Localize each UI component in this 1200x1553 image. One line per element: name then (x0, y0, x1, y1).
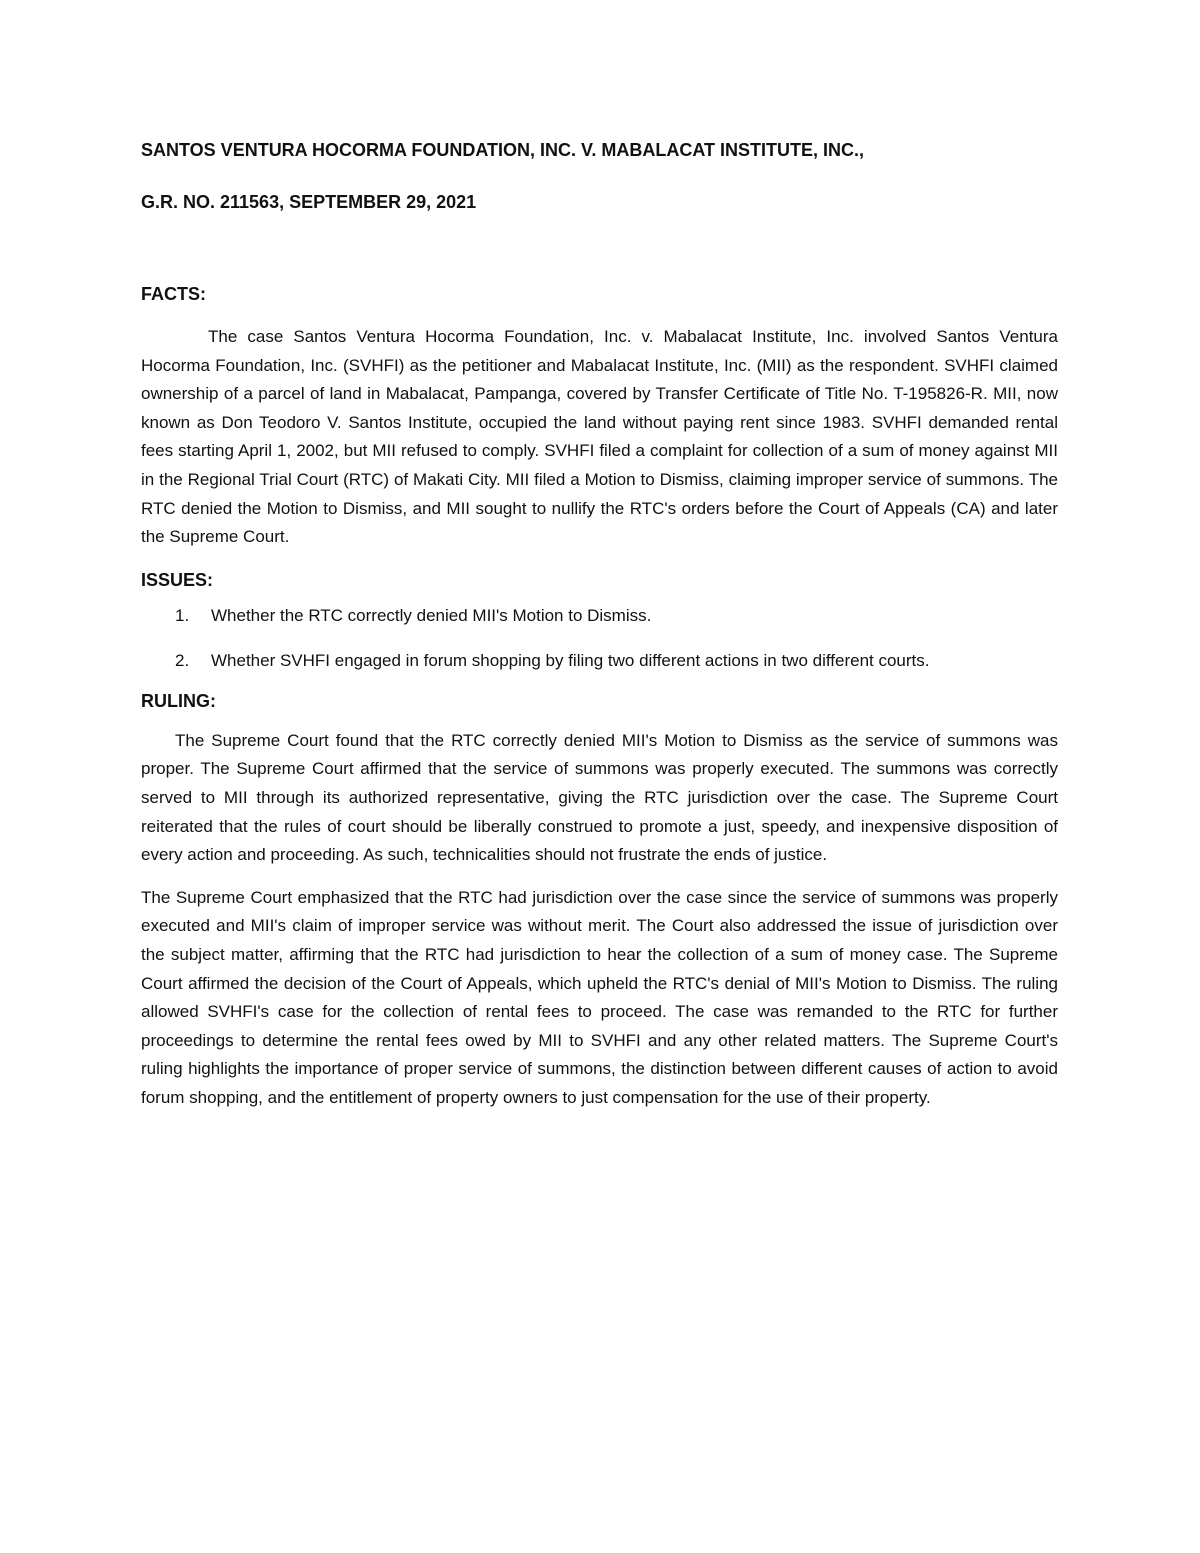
facts-paragraph: The case Santos Ventura Hocorma Foundation, Inc. v. Mabalacat Institute, Inc. involved Santos Ventura Hocorma Foundation, Inc. (SVHFI) as the petitioner and Mabalacat Institute, Inc. (MII) as the respondent. SVHFI claimed ownership of a parcel of land in Mabalacat, Pampanga, covered by Transfer Certificate of Title No. T-195826-R. MII, now known as Don Teodoro V. Santos Institute, occupied the land without paying rent since 1983. SVHFI demanded rental fees starting April 1, 2002, but MII refused to comply. SVHFI filed a complaint for collection of a sum of money against MII in the Regional Trial Court (RTC) of Makati City. MII filed a Motion to Dismiss, claiming improper service of summons. The RTC denied the Motion to Dismiss, and MII sought to nullify the RTC's orders before the Court of Appeals (CA) and later the Supreme Court. (141, 327, 1058, 547)
case-citation: G.R. NO. 211563, SEPTEMBER 29, 2021 (141, 192, 477, 212)
facts-heading: FACTS: (141, 284, 206, 304)
issue-text: Whether SVHFI engaged in forum shopping by filing two different actions in two different courts. (211, 650, 930, 670)
issue-item (141, 649, 1058, 673)
document-body (141, 138, 1058, 1112)
ruling-paragraph: The Supreme Court found that the RTC correctly denied MII's Motion to Dismiss as the service of summons was proper. The Supreme Court affirmed that the service of summons was properly executed. The summons was correctly served to MII through its authorized representative, giving the RTC jurisdiction over the case. The Supreme Court reiterated that the rules of court should be liberally construed to promote a just, speedy, and inexpensive disposition of every action and proceeding. As such, technicalities should not frustrate the ends of justice. (141, 730, 1058, 865)
issue-number: 2. (175, 650, 190, 670)
issues-heading: ISSUES: (141, 569, 214, 590)
issue-text: Whether the RTC correctly denied MII's Motion to Dismiss. (211, 605, 652, 625)
issues-list (141, 604, 1058, 673)
issue-item (141, 604, 1058, 628)
ruling-heading: RULING: (141, 690, 216, 711)
issue-number: 1. (175, 605, 190, 625)
case-title: SANTOS VENTURA HOCORMA FOUNDATION, INC. V. MABALACAT INSTITUTE, INC., (141, 140, 864, 160)
ruling-paragraph: The Supreme Court emphasized that the RTC had jurisdiction over the case since the service of summons was properly executed and MII's claim of improper service was without merit. The Court also addressed the issue of jurisdiction over the subject matter, affirming that the RTC had jurisdiction to hear the collection of a sum of money case. The Supreme Court affirmed the decision of the Court of Appeals, which upheld the RTC's denial of MII's Motion to Dismiss. The ruling allowed SVHFI's case for the collection of rental fees to proceed. The case was remanded to the RTC for further proceedings to determine the rental fees owed by MII to SVHFI and any other related matters. The Supreme Court's ruling highlights the importance of proper service of summons, the distinction between different causes of action to avoid forum shopping, and the entitlement of property owners to just compensation for the use of their property. (141, 887, 1058, 1107)
